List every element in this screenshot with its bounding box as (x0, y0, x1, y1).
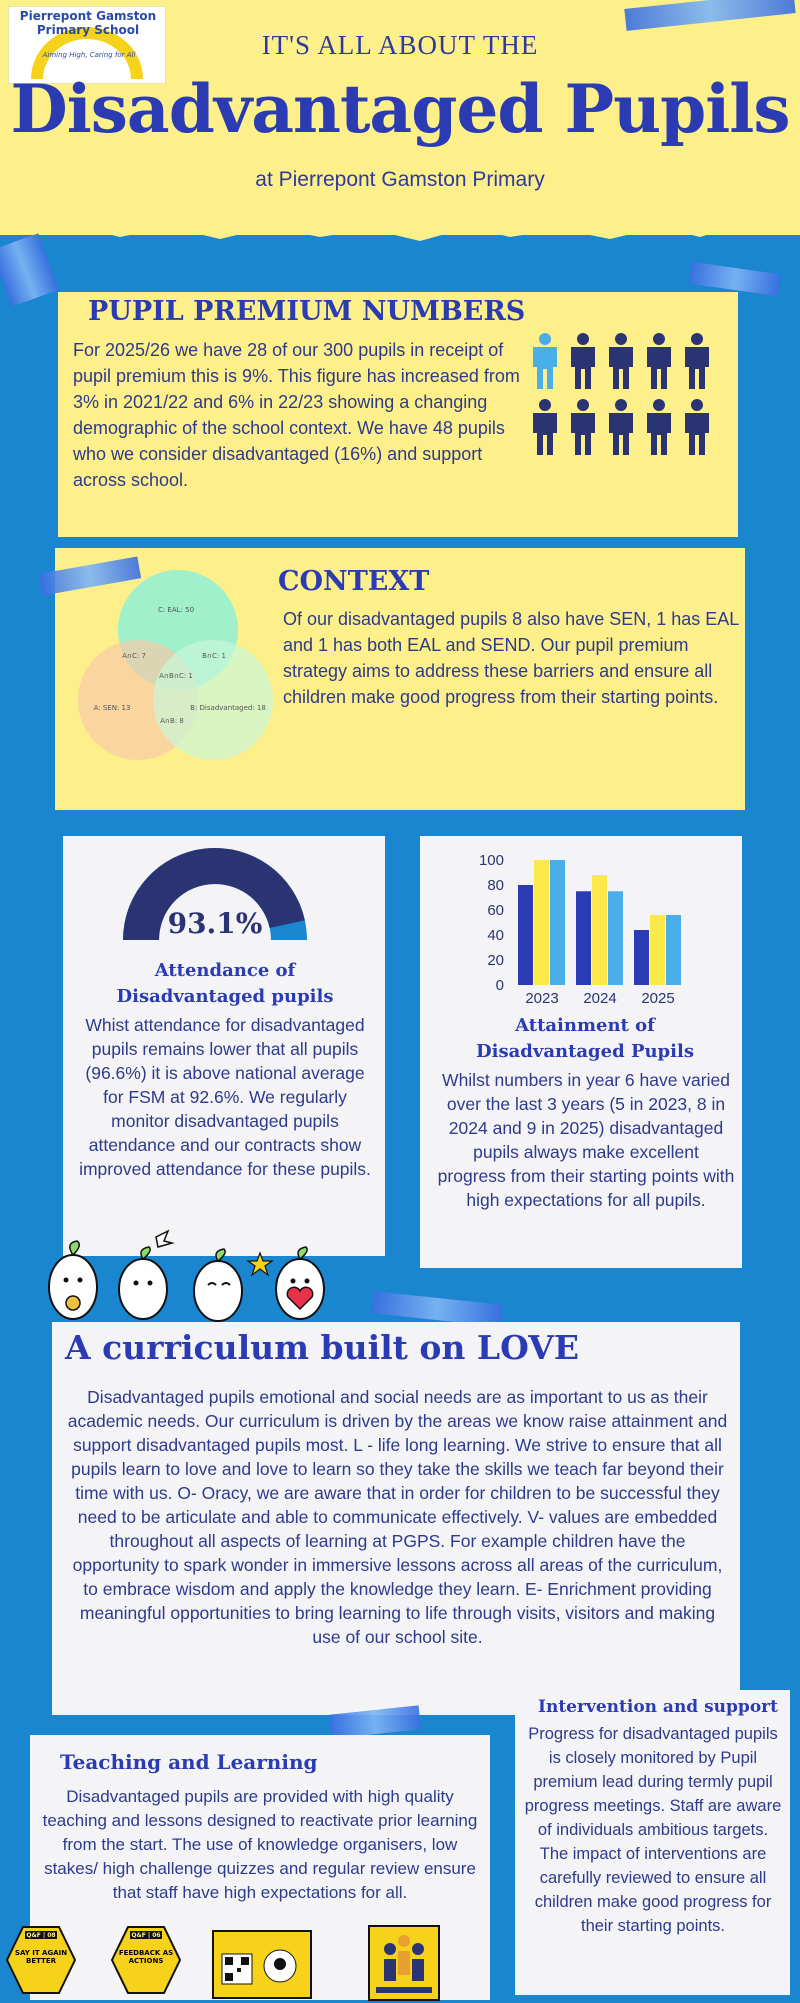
bar (592, 875, 607, 985)
bar (666, 915, 681, 985)
intervention-title: Intervention and support (538, 1697, 778, 1717)
venn-label: A∩B∩C: 1 (159, 672, 193, 680)
venn-label: A∩B: 8 (160, 717, 184, 725)
team-poster-image (368, 1925, 440, 2001)
bar (634, 930, 649, 985)
logo-motto: Aiming High, Caring for All (42, 51, 136, 59)
people-icon-group (525, 325, 725, 455)
person-icon (609, 333, 633, 389)
qr-poster-image (212, 1930, 312, 1999)
y-tick-label: 100 (478, 852, 504, 869)
pupil-premium-title: PUPIL PREMIUM NUMBERS (88, 296, 526, 327)
badge-label: FEEDBACK AS ACTIONS (118, 1949, 174, 1965)
page-title: Disadvantaged Pupils (10, 70, 790, 148)
context-title: CONTEXT (278, 566, 430, 597)
bar (650, 915, 665, 985)
badge-label: SAY IT AGAIN BETTER (14, 1949, 68, 1965)
bar (550, 860, 565, 985)
attainment-title: Attainment of Disadvantaged Pupils (476, 1015, 694, 1062)
say-it-again-badge (5, 1925, 77, 1995)
qr-code-icon (214, 1932, 310, 1997)
attainment-text: Whilst numbers in year 6 have varied over the last 3 years (5 in 2023, 8 in 2024 and 9 in 2025) disadvantaged pupils always make excellent progress from their starting points with high expectations for all pupils. (437, 1070, 735, 1210)
person-icon (609, 399, 633, 455)
person-icon (647, 333, 671, 389)
venn-label: B: Disadvantaged: 18 (190, 704, 266, 712)
badge-tag: Q&F | 08 (26, 1932, 56, 1939)
attendance-title: Attendance of Disadvantaged pupils (116, 960, 334, 1007)
person-icon (533, 333, 557, 389)
gauge-value: 93.1% (167, 907, 263, 940)
bar (518, 885, 533, 985)
context-text: Of our disadvantaged pupils 8 also have SEN, 1 has EAL and 1 has both EAL and SEND. Our pupil premium strategy aims to address these barriers and ensure all children make good progress from their starting points. (283, 609, 739, 707)
page-subtitle: at Pierrepont Gamston Primary (255, 168, 545, 191)
header-kicker: IT'S ALL ABOUT THE (261, 30, 539, 60)
attendance-gauge (120, 845, 310, 945)
y-tick-label: 20 (487, 952, 504, 969)
x-tick-label: 2024 (583, 990, 617, 1005)
feedback-badge (110, 1925, 182, 1995)
mascot-star-icon (194, 1249, 272, 1321)
y-tick-label: 80 (487, 877, 504, 894)
bar (576, 891, 591, 985)
venn-label: C: EAL: 50 (157, 606, 195, 614)
intervention-text: Progress for disadvantaged pupils is closely monitored by Pupil premium lead during termly pupil progress meetings. Staff are aware of individuals ambitious targets. The impact of interventions are carefully reviewed to ensure all children make good progress for their starting points. (524, 1725, 782, 1935)
person-icon (685, 399, 709, 455)
person-icon (571, 399, 595, 455)
y-tick-label: 0 (495, 977, 504, 994)
tape-decoration (689, 262, 781, 296)
curriculum-text: Disadvantaged pupils emotional and social needs are as important to us as their academic needs. Our curriculum is driven by the areas we know raise attainment and support disadvantaged pupils most. L - life long learning. We strive to ensure that all pupils learn to love and love to learn so they take the skills we teach far beyond their time with us. O- Oracy, we are aware that in order for children to be successful they need to be articulate and able to communicate effectively. V- values are embedded throughout all aspects of learning at PGPS. For example children have the opportunity to spark wonder in immersive lessons across all areas of the curriculum, to embrace wisdom and apply the knowledge they learn. E- Enrichment providing meaningful opportunities to bring learning to life through visits, visitors and making use of our school site. (67, 1387, 728, 1647)
person-icon (647, 399, 671, 455)
logo-school-name: Pierrepont Gamston Primary School (19, 9, 157, 37)
attendance-text: Whist attendance for disadvantaged pupils remains lower that all pupils (96.6%) it is above national average for FSM at 92.6%. We regularly monitor disadvantaged pupils attendance and our contracts show improved attendance for these pupils. (79, 1015, 371, 1179)
teaching-text: Disadvantaged pupils are provided with high quality teaching and lessons designed to reactivate prior learning from the start. The use of knowledge organisers, low stakes/ high challenge quizzes and regular review ensure that staff have high expectations for all. (42, 1787, 478, 1902)
bar (608, 891, 623, 985)
person-icon (685, 333, 709, 389)
venn-label: A∩C: 7 (122, 652, 146, 660)
x-tick-label: 2023 (525, 990, 559, 1005)
venn-diagram (78, 570, 278, 770)
bar (534, 860, 549, 985)
mascot-characters (38, 1225, 338, 1325)
mascot-compass-icon (49, 1241, 97, 1319)
venn-label: B∩C: 1 (202, 652, 226, 660)
venn-label: A: SEN: 13 (93, 704, 131, 712)
y-tick-label: 60 (487, 902, 504, 919)
pupil-premium-text: For 2025/26 we have 28 of our 300 pupils in receipt of pupil premium this is 9%. This figure has increased from 3% in 2021/22 and 6% in 22/23 showing a changing demographic of the school context. We have 48 pupils who we consider disadvantaged (16%) and support across school. (73, 340, 520, 490)
x-tick-label: 2025 (641, 990, 675, 1005)
person-icon (533, 399, 557, 455)
person-icon (571, 333, 595, 389)
people-celebrating-icon (370, 1927, 438, 1999)
y-tick-label: 40 (487, 927, 504, 944)
mascot-dove-icon (119, 1231, 172, 1319)
mascot-heart-icon (276, 1247, 324, 1319)
teaching-title: Teaching and Learning (60, 1750, 318, 1774)
curriculum-title: A curriculum built on LOVE (65, 1328, 579, 1367)
attainment-bar-chart (470, 845, 700, 1005)
badge-tag: Q&F | 06 (131, 1932, 161, 1939)
torn-edge-decoration (0, 215, 800, 245)
